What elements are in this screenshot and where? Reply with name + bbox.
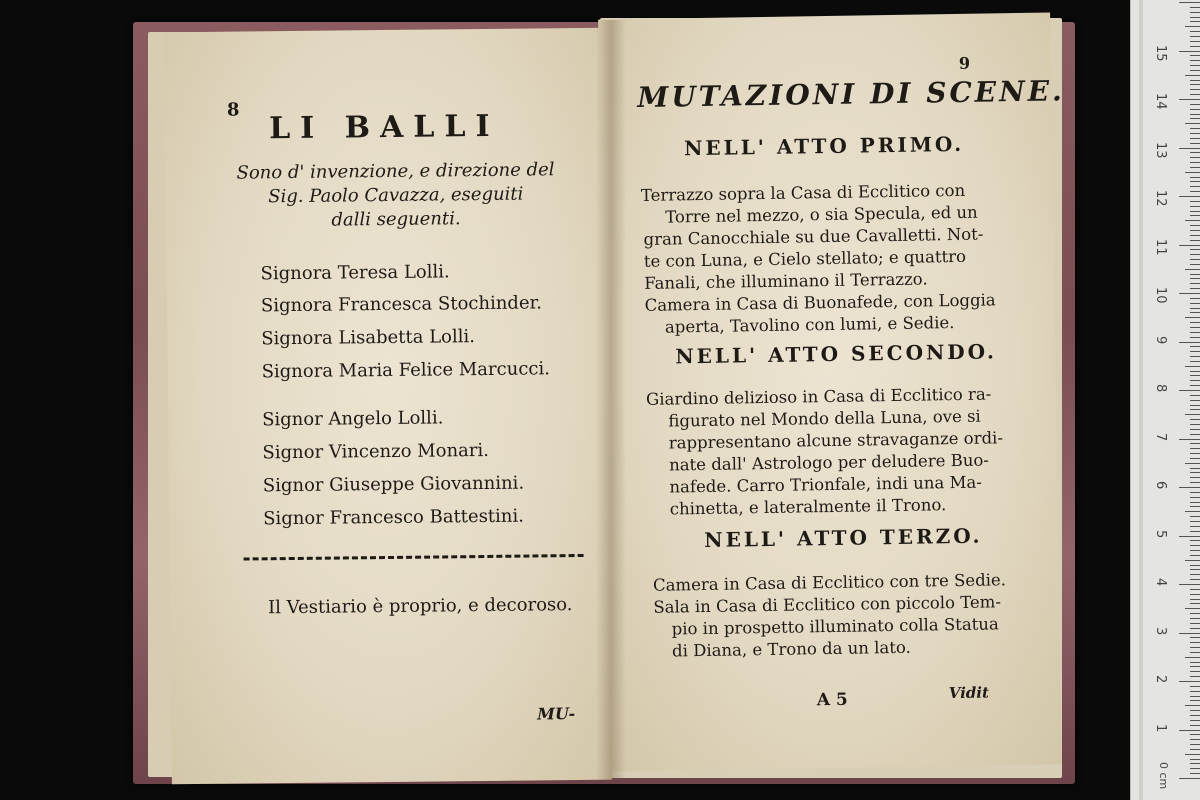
- ruler-tick: [1179, 148, 1200, 149]
- act-line: chinetta, e lateralmente il Trono.: [669, 495, 947, 519]
- ruler-tick: [1190, 574, 1200, 575]
- ruler-tick: [1190, 351, 1200, 352]
- ruler-tick: [1190, 550, 1200, 551]
- ruler-tick: [1179, 584, 1200, 585]
- page-title-left: LI BALLI: [268, 108, 500, 147]
- ruler-tick: [1190, 526, 1200, 527]
- ruler-tick: [1190, 725, 1200, 726]
- right-page: [598, 12, 1066, 771]
- ruler-tick: [1190, 521, 1200, 522]
- ruler-tick: [1185, 317, 1200, 318]
- ruler-number: 3: [1153, 626, 1168, 635]
- ruler-number: 7: [1153, 432, 1168, 441]
- ruler-tick: [1190, 763, 1200, 764]
- ruler-tick: [1190, 36, 1200, 37]
- ruler-tick: [1190, 12, 1200, 13]
- ruler-tick: [1190, 235, 1200, 236]
- dancer-name: Signor Francesco Battestini.: [263, 505, 525, 530]
- act-line: Terrazzo sopra la Casa di Ecclitico con: [640, 180, 966, 205]
- act-line: nafede. Carro Trionfale, indi una Ma-: [669, 472, 982, 497]
- ruler-tick: [1190, 540, 1200, 541]
- ruler-tick: [1185, 26, 1200, 27]
- ruler-tick: [1190, 303, 1200, 304]
- ruler-tick: [1190, 312, 1200, 313]
- act-line: di Diana, e Trono da un lato.: [671, 637, 911, 661]
- ruler-tick: [1190, 691, 1200, 692]
- ruler-tick: [1190, 443, 1200, 444]
- ruler-tick: [1190, 453, 1200, 454]
- ruler-tick: [1190, 157, 1200, 158]
- ruler-tick: [1185, 269, 1200, 270]
- ruler-number: 9: [1153, 335, 1168, 344]
- left-page: [164, 28, 612, 785]
- ruler-tick: [1190, 696, 1200, 697]
- ruler-tick: [1190, 409, 1200, 410]
- ruler-tick: [1190, 89, 1200, 90]
- ruler-tick: [1190, 516, 1200, 517]
- ruler-tick: [1190, 506, 1200, 507]
- ruler-tick: [1190, 618, 1200, 619]
- ruler-tick: [1190, 162, 1200, 163]
- ruler-number: 11: [1153, 238, 1168, 256]
- act-heading: NELL' ATTO PRIMO.: [683, 131, 965, 161]
- dancer-name: Signor Vincenzo Monari.: [262, 439, 490, 464]
- ruler-edge: [1139, 0, 1143, 800]
- ruler-tick: [1190, 133, 1200, 134]
- ruler-tick: [1179, 293, 1200, 294]
- ruler-tick: [1185, 123, 1200, 124]
- ruler-tick: [1185, 463, 1200, 464]
- act-line: Giardino delizioso in Casa di Ecclitico ra-: [645, 384, 992, 409]
- act-line: nate dall' Astrologo per deludere Buo-: [668, 450, 990, 475]
- ruler-tick: [1185, 754, 1200, 755]
- ruler-number: 1: [1153, 723, 1168, 732]
- ruler-tick: [1190, 332, 1200, 333]
- ruler-tick: [1190, 80, 1200, 81]
- ruler-tick: [1185, 366, 1200, 367]
- ruler-tick: [1190, 215, 1200, 216]
- ruler-tick: [1185, 560, 1200, 561]
- dancer-name: Signora Francesca Stochinder.: [260, 292, 543, 317]
- act-heading: NELL' ATTO TERZO.: [704, 523, 983, 552]
- dancer-name: Signora Maria Felice Marcucci.: [261, 358, 551, 383]
- ruler-number: 10: [1153, 287, 1168, 304]
- ornamental-divider: [244, 554, 584, 561]
- ruler-tick: [1179, 390, 1200, 391]
- ruler-tick: [1185, 705, 1200, 706]
- act-line: pio in prospetto illuminato colla Statua: [671, 614, 999, 639]
- act-line: gran Canocchiale su due Cavalletti. Not-: [643, 224, 984, 249]
- ruler-tick: [1185, 414, 1200, 415]
- ruler-tick: [1185, 75, 1200, 76]
- ruler-tick: [1190, 206, 1200, 207]
- ruler-tick: [1190, 497, 1200, 498]
- ruler-tick: [1190, 492, 1200, 493]
- page-number-left: 8: [226, 99, 240, 121]
- ruler-tick: [1190, 94, 1200, 95]
- ruler-tick: [1190, 434, 1200, 435]
- ruler-tick: [1190, 211, 1200, 212]
- ruler-tick: [1190, 424, 1200, 425]
- ruler-tick: [1190, 259, 1200, 260]
- ruler-tick: [1190, 405, 1200, 406]
- ruler-tick: [1190, 666, 1200, 667]
- ruler-tick: [1179, 196, 1200, 197]
- ruler-tick: [1190, 569, 1200, 570]
- ruler-tick: [1185, 172, 1200, 173]
- ruler-tick: [1185, 657, 1200, 658]
- ruler-tick: [1190, 84, 1200, 85]
- ruler-tick: [1190, 46, 1200, 47]
- ruler-tick: [1179, 2, 1200, 3]
- ruler-tick: [1190, 642, 1200, 643]
- ruler-tick: [1190, 628, 1200, 629]
- ruler-tick: [1190, 191, 1200, 192]
- ruler-tick: [1190, 41, 1200, 42]
- ruler-tick: [1190, 249, 1200, 250]
- ruler-tick: [1190, 468, 1200, 469]
- ruler-tick: [1190, 346, 1200, 347]
- catchword-left: MU-: [537, 704, 576, 724]
- ruler-tick: [1179, 681, 1200, 682]
- ruler-tick: [1190, 589, 1200, 590]
- ruler-tick: [1190, 395, 1200, 396]
- ruler-tick: [1190, 715, 1200, 716]
- act-line: Fanali, che illuminano il Terrazzo.: [644, 269, 928, 293]
- act-line: Sala in Casa di Ecclitico con piccolo Tem-: [653, 592, 1002, 617]
- ruler-tick: [1190, 613, 1200, 614]
- ruler-number: 6: [1153, 481, 1168, 490]
- ruler-tick: [1190, 744, 1200, 745]
- act-line: Camera in Casa di Buonafede, con Loggia: [644, 290, 996, 315]
- ruler-tick: [1190, 375, 1200, 376]
- ruler-tick: [1190, 356, 1200, 357]
- act-heading: NELL' ATTO SECONDO.: [675, 339, 998, 369]
- ruler-number: 12: [1153, 190, 1168, 207]
- ruler-tick: [1190, 482, 1200, 483]
- dancer-name: Signor Angelo Lolli.: [262, 407, 444, 431]
- act-line: rappresentano alcune stravaganze ordi-: [668, 428, 1004, 453]
- ruler-tick: [1190, 477, 1200, 478]
- ruler-tick: [1190, 565, 1200, 566]
- ruler-tick: [1190, 472, 1200, 473]
- ruler-tick: [1190, 545, 1200, 546]
- ruler-number: 15: [1153, 44, 1168, 62]
- ruler-tick: [1190, 720, 1200, 721]
- ruler-tick: [1190, 264, 1200, 265]
- intro-line: dalli seguenti.: [331, 208, 461, 231]
- act-line: te con Luna, e Cielo stellato; e quattro: [643, 246, 967, 271]
- ruler-tick: [1179, 730, 1200, 731]
- ruler-tick: [1190, 419, 1200, 420]
- ruler-tick: [1190, 177, 1200, 178]
- ruler-tick: [1190, 186, 1200, 187]
- ruler-tick: [1190, 31, 1200, 32]
- ruler-tick: [1190, 599, 1200, 600]
- ruler-tick: [1179, 99, 1200, 100]
- ruler-tick: [1190, 118, 1200, 119]
- ruler-tick: [1179, 778, 1200, 779]
- ruler-number: 8: [1153, 384, 1168, 393]
- costume-note: Il Vestiario è proprio, e decoroso.: [267, 594, 573, 619]
- dancer-name: Signor Giuseppe Giovannini.: [262, 472, 525, 497]
- ruler-tick: [1190, 448, 1200, 449]
- ruler-unit-label: 0 cm: [1157, 762, 1170, 790]
- ruler-tick: [1190, 502, 1200, 503]
- ruler-tick: [1190, 555, 1200, 556]
- ruler-tick: [1190, 109, 1200, 110]
- ruler-number: 13: [1153, 141, 1168, 159]
- ruler-tick: [1190, 768, 1200, 769]
- ruler-tick: [1190, 686, 1200, 687]
- dancer-name: Signora Lisabetta Lolli.: [261, 326, 476, 350]
- ruler-tick: [1190, 603, 1200, 604]
- page-title-right: MUTAZIONI DI SCENE.: [637, 74, 1066, 114]
- ruler-tick: [1190, 298, 1200, 299]
- ruler-tick: [1190, 671, 1200, 672]
- ruler-tick: [1190, 7, 1200, 8]
- ruler-tick: [1190, 676, 1200, 677]
- ruler-tick: [1190, 230, 1200, 231]
- ruler-tick: [1190, 458, 1200, 459]
- ruler-tick: [1179, 487, 1200, 488]
- ruler-tick: [1190, 152, 1200, 153]
- ruler-tick: [1190, 337, 1200, 338]
- ruler-tick: [1190, 710, 1200, 711]
- ruler-tick: [1190, 55, 1200, 56]
- ruler-tick: [1179, 342, 1200, 343]
- ruler-tick: [1185, 220, 1200, 221]
- ruler-tick: [1190, 739, 1200, 740]
- ruler-number: 2: [1153, 675, 1168, 684]
- ruler-tick: [1190, 322, 1200, 323]
- ruler-tick: [1190, 429, 1200, 430]
- act-line: Torre nel mezzo, o sia Specula, ed un: [665, 202, 978, 227]
- ruler-tick: [1179, 51, 1200, 52]
- catchword-right: Vidit: [948, 683, 990, 703]
- ruler-tick: [1190, 283, 1200, 284]
- ruler-tick: [1190, 274, 1200, 275]
- ruler-tick: [1190, 700, 1200, 701]
- ruler-tick: [1190, 647, 1200, 648]
- ruler-tick: [1190, 749, 1200, 750]
- ruler-tick: [1190, 167, 1200, 168]
- ruler-tick: [1190, 240, 1200, 241]
- ruler-tick: [1179, 245, 1200, 246]
- ruler-tick: [1190, 17, 1200, 18]
- intro-line: Sig. Paolo Cavazza, eseguiti: [268, 183, 524, 208]
- ruler-tick: [1190, 327, 1200, 328]
- ruler-tick: [1190, 531, 1200, 532]
- ruler-tick: [1190, 278, 1200, 279]
- ruler-tick: [1190, 773, 1200, 774]
- ruler-tick: [1190, 114, 1200, 115]
- ruler-tick: [1190, 759, 1200, 760]
- signature-mark: A 5: [816, 689, 848, 711]
- ruler-tick: [1190, 623, 1200, 624]
- ruler-tick: [1190, 138, 1200, 139]
- ruler-tick: [1190, 143, 1200, 144]
- ruler-tick: [1190, 254, 1200, 255]
- ruler-tick: [1190, 21, 1200, 22]
- ruler-tick: [1190, 60, 1200, 61]
- ruler-tick: [1190, 308, 1200, 309]
- page-number-right: 9: [958, 53, 971, 73]
- ruler-number: 4: [1153, 578, 1168, 587]
- ruler-tick: [1179, 536, 1200, 537]
- act-line: Camera in Casa di Ecclitico con tre Sedie.: [652, 570, 1007, 595]
- ruler-tick: [1190, 652, 1200, 653]
- ruler-tick: [1190, 201, 1200, 202]
- ruler-tick: [1190, 380, 1200, 381]
- ruler-tick: [1190, 288, 1200, 289]
- ruler-tick: [1185, 511, 1200, 512]
- book-gutter: [596, 20, 626, 780]
- dancer-name: Signora Teresa Lolli.: [260, 261, 450, 285]
- ruler-tick: [1190, 225, 1200, 226]
- ruler-tick: [1190, 65, 1200, 66]
- act-line: aperta, Tavolino con lumi, e Sedie.: [664, 313, 955, 337]
- ruler-tick: [1190, 181, 1200, 182]
- ruler-tick: [1190, 128, 1200, 129]
- ruler-tick: [1179, 439, 1200, 440]
- ruler-tick: [1190, 361, 1200, 362]
- ruler-tick: [1190, 637, 1200, 638]
- ruler-tick: [1190, 400, 1200, 401]
- ruler-tick: [1185, 608, 1200, 609]
- ruler-tick: [1190, 70, 1200, 71]
- ruler-number: 5: [1153, 529, 1168, 538]
- ruler-tick: [1190, 579, 1200, 580]
- intro-line: Sono d' invenzione, e direzione del: [236, 159, 555, 184]
- ruler-tick: [1190, 594, 1200, 595]
- ruler-tick: [1190, 371, 1200, 372]
- ruler-tick: [1190, 104, 1200, 105]
- ruler-tick: [1190, 734, 1200, 735]
- ruler-number: 14: [1153, 93, 1168, 110]
- ruler-tick: [1190, 385, 1200, 386]
- act-line: figurato nel Mondo della Luna, ove si: [668, 406, 981, 431]
- ruler-tick: [1190, 662, 1200, 663]
- ruler-tick: [1179, 633, 1200, 634]
